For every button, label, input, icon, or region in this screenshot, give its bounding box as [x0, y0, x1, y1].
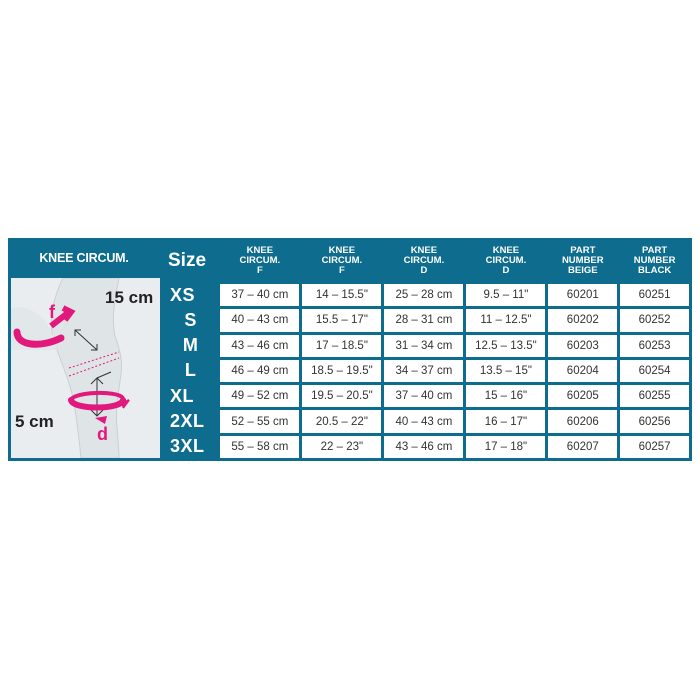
- table-row: [164, 410, 689, 432]
- knee-d-cm-cell: 28 – 31 cm: [384, 309, 463, 331]
- knee-f-cm-cell: 55 – 58 cm: [220, 436, 299, 458]
- knee-f-cm-cell: 43 – 46 cm: [220, 335, 299, 357]
- part-beige-cell: 60206: [548, 410, 617, 432]
- knee-f-in-cell: 19.5 – 20.5": [302, 385, 381, 407]
- knee-f-in-cell: 20.5 – 22": [302, 410, 381, 432]
- header-knee-circum-d-in: KNEE CIRCUM. D: [485, 245, 527, 276]
- knee-d-in-cell: 15 – 16": [466, 385, 545, 407]
- knee-f-cm-cell: 46 – 49 cm: [220, 360, 299, 382]
- table-row: [164, 284, 689, 306]
- part-black-cell: 60253: [620, 335, 689, 357]
- header-knee-circum-d-cm: KNEE CIRCUM. D: [403, 245, 445, 276]
- table-row: [164, 309, 689, 331]
- part-black-cell: 60257: [620, 436, 689, 458]
- knee-d-in-cell: 11 – 12.5": [466, 309, 545, 331]
- size-cell: S: [184, 309, 197, 330]
- knee-d-in-cell: 9.5 – 11": [466, 284, 545, 306]
- knee-d-cm-cell: 31 – 34 cm: [384, 335, 463, 357]
- table-row: [164, 385, 689, 407]
- knee-f-cm-cell: 52 – 55 cm: [220, 410, 299, 432]
- part-beige-cell: 60203: [548, 335, 617, 357]
- header-part-number-black: PART NUMBER BLACK: [633, 245, 676, 276]
- part-black-cell: 60251: [620, 284, 689, 306]
- knee-f-cm-cell: 37 – 40 cm: [220, 284, 299, 306]
- knee-d-cm-cell: 25 – 28 cm: [384, 284, 463, 306]
- part-beige-cell: 60207: [548, 436, 617, 458]
- header-knee-circum-f-in: KNEE CIRCUM. F: [321, 245, 363, 276]
- table-row: [164, 335, 689, 357]
- knee-d-cm-cell: 43 – 46 cm: [384, 436, 463, 458]
- part-black-cell: 60255: [620, 385, 689, 407]
- part-beige-cell: 60205: [548, 385, 617, 407]
- table-header-row: [164, 241, 689, 281]
- knee-f-in-cell: 18.5 – 19.5": [302, 360, 381, 382]
- part-beige-cell: 60201: [548, 284, 617, 306]
- label-15cm: 15 cm: [105, 288, 154, 307]
- knee-f-in-cell: 14 – 15.5": [302, 284, 381, 306]
- part-black-cell: 60256: [620, 410, 689, 432]
- header-knee-circum-f-cm: KNEE CIRCUM. F: [239, 245, 281, 276]
- knee-d-in-cell: 17 – 18": [466, 436, 545, 458]
- table-row: [164, 360, 689, 382]
- size-cell: M: [182, 335, 199, 356]
- marker-f: f: [49, 302, 55, 322]
- size-table: [161, 238, 692, 461]
- knee-f-in-cell: 15.5 – 17": [302, 309, 381, 331]
- knee-illustration: [11, 278, 160, 458]
- knee-d-in-cell: 13.5 – 15": [466, 360, 545, 382]
- marker-d: d: [97, 424, 108, 444]
- knee-d-cm-cell: 34 – 37 cm: [384, 360, 463, 382]
- knee-f-cm-cell: 40 – 43 cm: [220, 309, 299, 331]
- knee-d-cm-cell: 40 – 43 cm: [384, 410, 463, 432]
- knee-d-in-cell: 16 – 17": [466, 410, 545, 432]
- knee-f-in-cell: 17 – 18.5": [302, 335, 381, 357]
- size-cell: 2XL: [170, 411, 205, 432]
- part-black-cell: 60252: [620, 309, 689, 331]
- size-cell: 3XL: [170, 436, 205, 457]
- knee-f-cm-cell: 49 – 52 cm: [220, 385, 299, 407]
- header-size: Size: [168, 250, 207, 271]
- table-row: [164, 436, 689, 458]
- size-cell: XS: [170, 284, 196, 305]
- part-beige-cell: 60204: [548, 360, 617, 382]
- header-part-number-beige: PART NUMBER BEIGE: [561, 245, 604, 276]
- part-black-cell: 60254: [620, 360, 689, 382]
- part-beige-cell: 60202: [548, 309, 617, 331]
- size-chart: [8, 238, 692, 461]
- label-5cm: 5 cm: [15, 412, 54, 431]
- size-cell: XL: [170, 385, 195, 406]
- size-cell: L: [184, 360, 197, 381]
- knee-d-cm-cell: 37 – 40 cm: [384, 385, 463, 407]
- knee-f-in-cell: 22 – 23": [302, 436, 381, 458]
- knee-d-in-cell: 12.5 – 13.5": [466, 335, 545, 357]
- illustration-header: KNEE CIRCUM.: [39, 251, 129, 265]
